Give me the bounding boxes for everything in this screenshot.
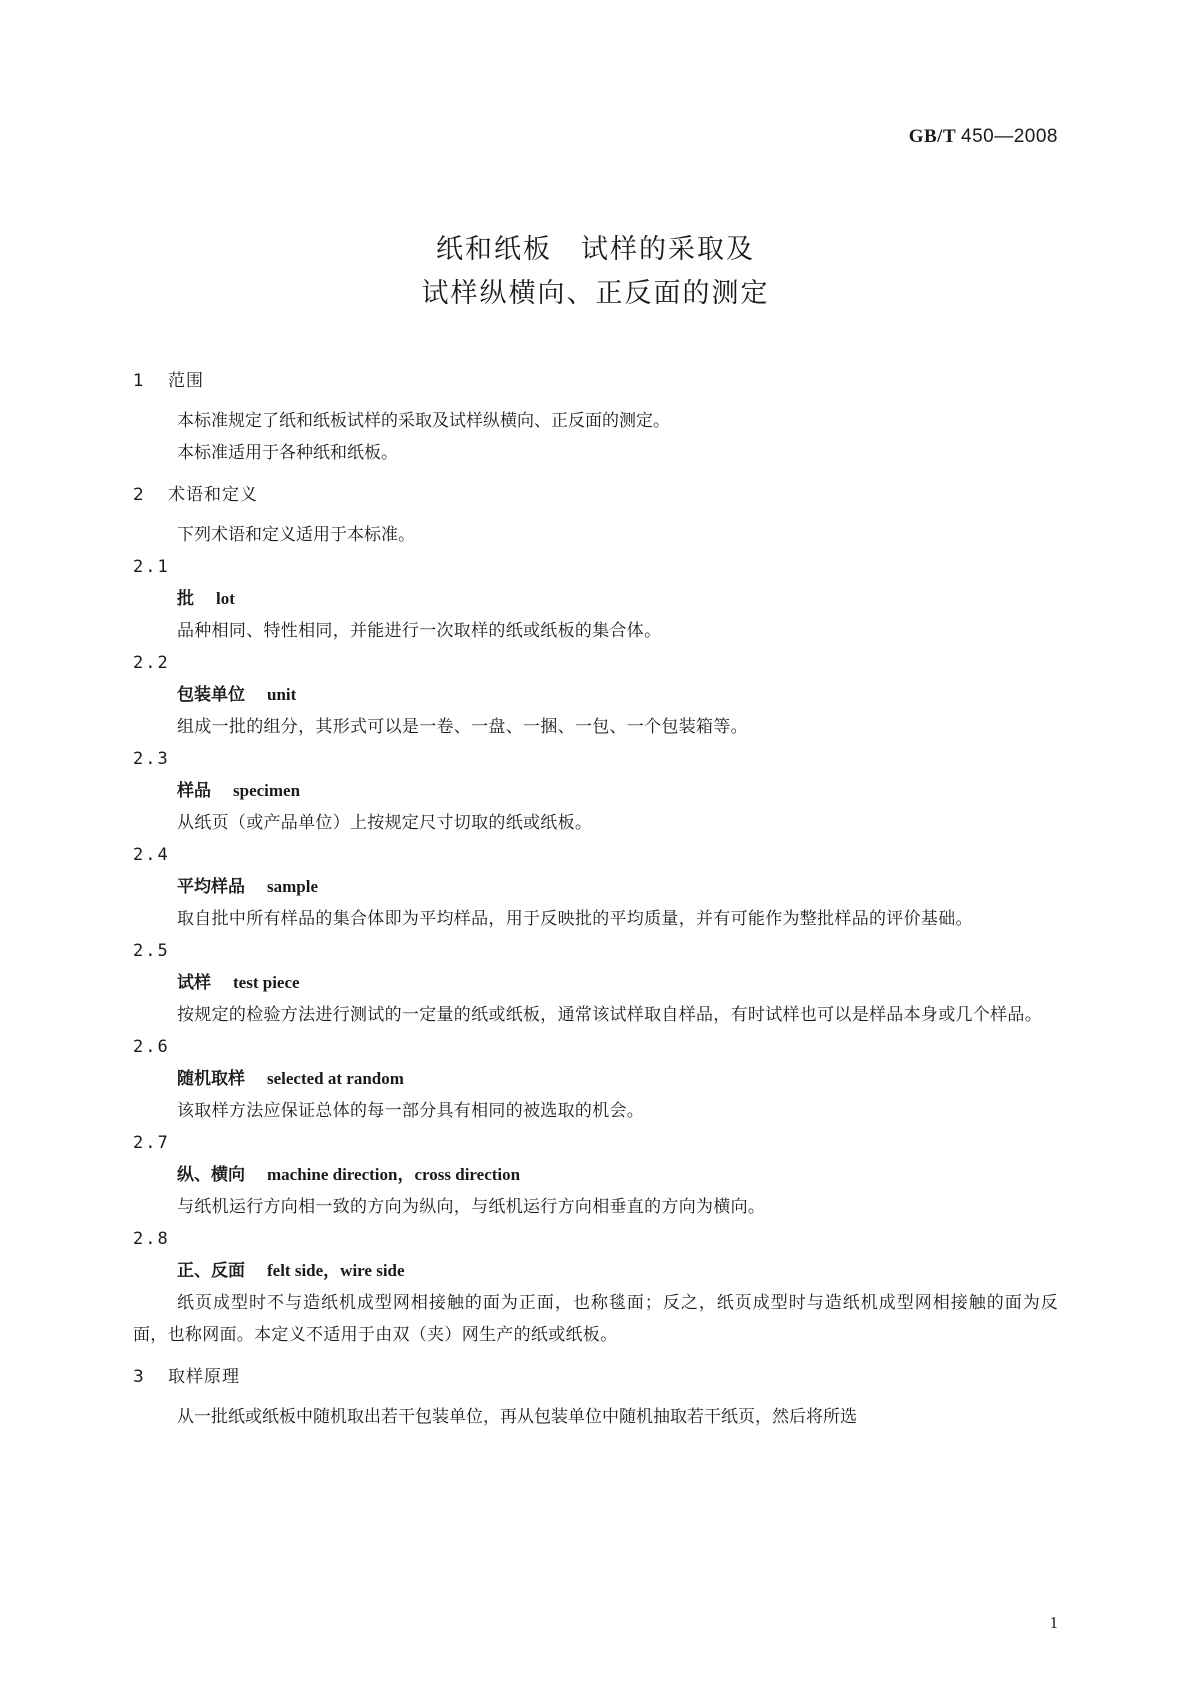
term-en: sample <box>267 877 318 896</box>
term-heading <box>133 967 1058 999</box>
term-number: 2.6 <box>133 1037 170 1057</box>
term-2-2 <box>133 647 1058 743</box>
term-en: specimen <box>233 781 301 800</box>
term-2-8 <box>133 1223 1058 1351</box>
term-definition: 组成一批的组分，其形式可以是一卷、一盘、一捆、一包、一个包装箱等。 <box>177 717 748 737</box>
title-line-2: 试样纵横向、正反面的测定 <box>421 278 770 309</box>
term-definition: 按规定的检验方法进行测试的一定量的纸或纸板，通常该试样取自样品，有时试样也可以是样品本身或几个样品。 <box>177 1005 1042 1025</box>
term-zh: 随机取样 <box>177 1069 245 1089</box>
term-number: 2.4 <box>133 845 170 865</box>
term-zh: 包装单位 <box>177 685 245 705</box>
term-number: 2.7 <box>133 1133 170 1153</box>
term-en: lot <box>216 589 235 608</box>
standard-code-prefix: GB/T <box>908 126 956 147</box>
term-definition: 从纸页（或产品单位）上按规定尺寸切取的纸或纸板。 <box>177 813 593 833</box>
term-definition: 取自批中所有样品的集合体即为平均样品，用于反映批的平均质量，并有可能作为整批样品的评价基础。 <box>177 909 973 929</box>
standard-code <box>909 126 1058 148</box>
term-en: felt side，wire side <box>267 1261 405 1280</box>
section-3-heading <box>133 1361 1058 1393</box>
term-en: unit <box>267 685 297 704</box>
page-number: 1 <box>1049 1613 1058 1632</box>
section-title: 术语和定义 <box>168 485 258 505</box>
term-heading <box>133 583 1058 615</box>
term-zh: 批 <box>177 589 194 609</box>
section-2-heading <box>133 479 1058 511</box>
term-number: 2.5 <box>133 941 170 961</box>
paragraph: 本标准规定了纸和纸板试样的采取及试样纵横向、正反面的测定。 <box>177 411 670 431</box>
term-zh: 平均样品 <box>177 877 245 897</box>
term-number: 2.2 <box>133 653 170 673</box>
section-1-heading <box>133 365 1058 397</box>
term-definition: 该取样方法应保证总体的每一部分具有相同的被选取的机会。 <box>177 1101 645 1121</box>
term-heading <box>133 1159 1058 1191</box>
section-intro: 下列术语和定义适用于本标准。 <box>177 525 415 545</box>
term-heading <box>133 871 1058 903</box>
term-heading <box>133 775 1058 807</box>
term-2-4 <box>133 839 1058 935</box>
title-line-1: 纸和纸板 试样的采取及 <box>436 234 755 265</box>
term-zh: 试样 <box>177 973 211 993</box>
section-title: 范围 <box>168 371 204 391</box>
section-number: 3 <box>133 1367 145 1387</box>
standard-code-number: 450—2008 <box>961 126 1058 147</box>
term-2-6 <box>133 1031 1058 1127</box>
term-2-7 <box>133 1127 1058 1223</box>
term-number: 2.3 <box>133 749 170 769</box>
term-definition: 与纸机运行方向相一致的方向为纵向，与纸机运行方向相垂直的方向为横向。 <box>177 1197 766 1217</box>
term-en: test piece <box>233 973 300 992</box>
term-2-5 <box>133 935 1058 1031</box>
term-en: selected at random <box>267 1069 404 1088</box>
term-heading <box>133 1063 1058 1095</box>
document-body <box>133 365 1058 1433</box>
term-zh: 纵、横向 <box>177 1165 245 1185</box>
document-title <box>0 228 1191 316</box>
term-en: machine direction，cross direction <box>267 1165 521 1184</box>
section-number: 2 <box>133 485 145 505</box>
term-number: 2.1 <box>133 557 170 577</box>
term-definition: 纸页成型时不与造纸机成型网相接触的面为正面，也称毯面；反之，纸页成型时与造纸机成型网相接触的面为反面，也称网面。本定义不适用于由双（夹）网生产的纸或纸板。 <box>133 1293 1058 1345</box>
paragraph: 本标准适用于各种纸和纸板。 <box>177 443 398 463</box>
term-zh: 正、反面 <box>177 1261 245 1281</box>
paragraph: 从一批纸或纸板中随机取出若干包装单位，再从包装单位中随机抽取若干纸页，然后将所选 <box>177 1407 857 1427</box>
term-number: 2.8 <box>133 1229 170 1249</box>
section-title: 取样原理 <box>168 1367 240 1387</box>
term-zh: 样品 <box>177 781 211 801</box>
section-number: 1 <box>133 371 145 391</box>
term-2-3 <box>133 743 1058 839</box>
term-2-1 <box>133 551 1058 647</box>
term-heading <box>133 679 1058 711</box>
term-definition: 品种相同、特性相同，并能进行一次取样的纸或纸板的集合体。 <box>177 621 662 641</box>
term-heading <box>133 1255 1058 1287</box>
